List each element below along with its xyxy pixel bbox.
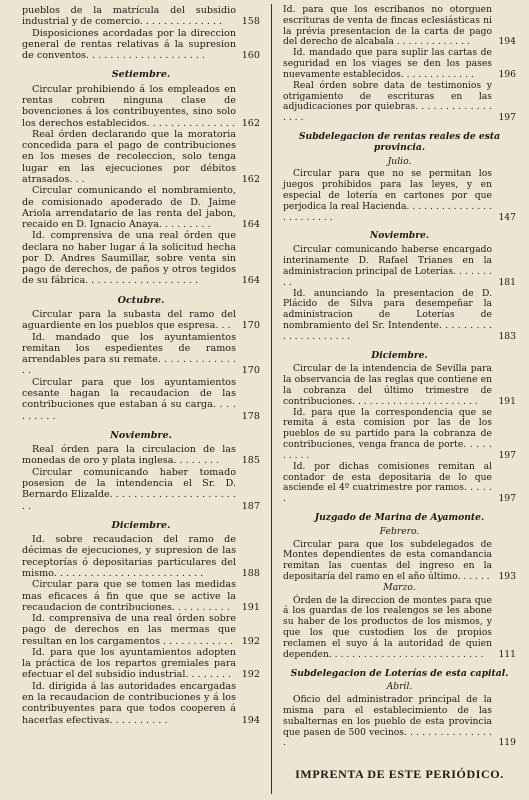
section-heading: Noviembre. — [110, 429, 172, 441]
entry-text: Circular para que los ayuntamientos cesante hagan la recaudacion de las contribuciones que estaban á su carga. . . . . . . . . . — [22, 376, 236, 422]
index-entry — [283, 364, 516, 407]
index-entry — [283, 245, 516, 288]
page-number: 181 — [498, 276, 516, 288]
page-number: 170 — [241, 365, 260, 377]
left-column — [22, 5, 260, 726]
index-entry — [22, 332, 260, 377]
entry-text: Id. comprensiva de una real órden que declara no haber lugar á la solicitud hecha por D. Andres Saumillar, sobre venta sin pago de derechos, de paños y otros tegidos de su fábrica. . . . . . . . . . . . . . . . . . . — [22, 230, 236, 287]
page-number: 193 — [498, 571, 516, 582]
page-number: 197 — [498, 449, 516, 461]
index-entry — [283, 5, 516, 48]
entry-text: Circular para que no se permitan los juegos prohibidos para las leyes, y en especial de lotería en cartones por que perjodica la real Hacienda. . . . . . . . . . . . . . . . . . . . . . . . — [283, 168, 492, 223]
entry-text: Circular comunicando el nombramiento, de comisionado apoderado de D. Jaime Ariola arrendatario de las renta del jabon, recaido en D. Ignacio Anaya. . . . . . . . . — [22, 185, 236, 231]
entry-text: Circular de la intendencia de Sevilla para la observancia de las reglas que contiene en la cobranza del último trimestre de contribuciones. . . . . . . . . . . . . . . . . . . . . . — [283, 363, 492, 407]
index-entry — [22, 185, 260, 230]
page-number: 197 — [498, 493, 516, 505]
page-number: 119 — [498, 737, 516, 749]
index-entry — [22, 579, 260, 613]
page-number: 196 — [498, 68, 516, 80]
entry-text: Id. comprensiva de una real órden sobre pago de derechos en las mermas que resultan en los cargamentos . . . . . . . . . . . . — [22, 613, 236, 647]
entry-text: Id. para que los escribanos no otorguen escrituras de venta de fincas eclesiásticas ni la prévia presentacion de la carta de pago del derecho de alcabala . . . . . . . . . . . . . — [283, 4, 492, 48]
column-divider — [271, 4, 272, 794]
index-entry — [22, 377, 260, 422]
index-entry — [22, 467, 260, 512]
section-heading: Noviembre. — [369, 230, 430, 242]
page-number: 194 — [498, 36, 516, 48]
section-heading: Diciembre. — [371, 349, 428, 361]
page-number: 160 — [241, 50, 260, 62]
entry-text: Disposiciones acordadas por la direccion general de rentas relativas á la supresion de conventos. . . . . . . . . . . . . . . . . . . . — [22, 27, 236, 62]
page-number: 170 — [241, 320, 260, 332]
index-entry — [22, 230, 260, 286]
month-subheading: Abril. — [386, 681, 413, 693]
entry-text: Id. mandado que los ayuntamientos remitan los espedientes de ramos arrendables para su remate. . . . . . . . . . . . . . . — [22, 331, 236, 377]
index-entry — [22, 84, 260, 129]
index-entry — [22, 129, 260, 185]
page-number: 191 — [241, 601, 260, 613]
page-number: 197 — [498, 112, 516, 124]
entry-text: Id. mandado que para suplir las cartas de seguridad en los viages se den los pases nuevamente establecidos. . . . . . . . . . . . . — [283, 47, 492, 80]
page-number: 183 — [498, 330, 516, 342]
entry-text: Real órden sobre data de testimonios y otrigamiento de escrituras en las adjudicaciones por quiebras. . . . . . . . . . . . . . . . . — [283, 79, 492, 124]
printer-imprint: IMPRENTA DE ESTE PERIÓDICO. — [295, 767, 504, 781]
index-entry — [283, 540, 516, 583]
index-entry — [283, 289, 516, 343]
entry-text: Id. para que los ayuntamientos adopten la práctica de los repartos gremiales para efectuar el del subsidio industrial. . . . . . . . — [22, 646, 236, 681]
page-number: 158 — [241, 16, 260, 28]
section-heading: Juzgado de Marina de Ayamonte. — [314, 511, 485, 523]
entry-text: Órden de la direccion de montes para que á los guardas de los realengos se les abone su haber de los productos de los mismos, y que los que custodien los de propios reclamen el suyo á la autoridad de quien dependen. . . . . . . . . . . . . . . . . . . . . . . . . . . — [283, 594, 492, 660]
section-heading: Octubre. — [117, 294, 165, 306]
index-entry — [283, 408, 516, 462]
entry-text: Circular para que se tomen las medidas mas eficaces á fin que que se active la recaudacion de contribuciones. . . . . . . . . . — [22, 579, 236, 613]
page-number: 194 — [241, 714, 260, 726]
page-number: 162 — [241, 173, 260, 185]
page-number: 192 — [241, 669, 260, 681]
right-column — [283, 5, 516, 749]
page-number: 162 — [241, 117, 260, 129]
index-entry — [22, 647, 260, 681]
index-entry — [283, 169, 516, 223]
index-entry — [22, 681, 260, 726]
index-entry — [22, 309, 260, 332]
page-number: 164 — [241, 275, 260, 287]
index-entry — [22, 444, 260, 467]
month-subheading: Marzo. — [383, 581, 416, 593]
entry-text: Circular comunicando haberse encargado interinamente D. Rafael Trianes en la administracion principal de Loterías. . . . . . . . . — [283, 244, 492, 288]
entry-text: Id. por dichas comisiones remitan al contador de esta depositaria de lo que asciende el 4º cuatrimestre por ramos. . . . . . — [283, 460, 492, 505]
entry-text: Real órden declarando que la moratoria concedida para el pago de contribuciones en los meses de recoleccion, solo tenga lugar en las ejecuciones por débitos atrasados. . . — [22, 128, 236, 185]
index-entry — [22, 28, 260, 62]
page-number: 188 — [241, 567, 260, 579]
index-entry — [283, 48, 516, 80]
page-number: 178 — [241, 410, 260, 422]
index-entry — [283, 596, 516, 661]
entry-text: Id. dirigida á las autoridades encargadas en la recaudacion de contribuciones y á los contribuyentes para que todos cooperen á hacerlas efectivas. . . . . . . . . . — [22, 680, 236, 726]
entry-text: Id. sobre recaudacion del ramo de décimas de ejecuciones, y supresion de las receptorías ó depositarias particulares del mismo. . . . . . . . . . . . . . . . . . . . . . . . . — [22, 534, 236, 579]
section-heading: Setiembre. — [111, 69, 171, 81]
entry-text: Circular para la subasta del ramo del aguardiente en los pueblos que espresa. . . — [22, 309, 236, 332]
entry-text: Circular comunicando haber tomado posesion de la intendencia el Sr. D. Bernardo Elizalde. . . . . . . . . . . . . . . . . . . . . . . — [22, 466, 236, 512]
entry-text: Circular prohibiendo á los empleados en rentas cobren ninguna clase de bovenciones á los contribuyentes, sino solo los derechos establecidos. . . . . . . . . . . . . . . — [22, 83, 236, 129]
page-number: 187 — [241, 500, 260, 512]
page-number: 191 — [498, 395, 516, 407]
section-heading: Subdelegacion de rentas reales de esta provincia. — [298, 130, 501, 153]
page-number: 147 — [498, 211, 516, 223]
section-heading: Subdelegacion de Loterías de esta capital. — [290, 667, 509, 679]
month-subheading: Febrero. — [379, 525, 420, 537]
index-entry — [283, 462, 516, 505]
index-entry — [22, 5, 260, 28]
entry-text: Oficio del administrador principal de la misma para el establecimiento de las subalternas en los pueblo de esta provincia que pasen de 500 vecinos. . . . . . . . . . . . . . . . — [283, 694, 492, 749]
entry-text: Id. anunciando la presentacion de D. Plácido de Silva para desempeñar la administracion de Loterías de nombramiento del Sr. Intendente. . . . . . . . . . . . . . . . . . . . . — [283, 287, 492, 342]
page-number: 164 — [241, 219, 260, 231]
page-number: 192 — [241, 635, 260, 647]
index-entry — [22, 613, 260, 647]
entry-text: Real órden para la circulacion de las monedas de oro y plata inglesa. . . . . . . . — [22, 444, 236, 467]
page-number: 185 — [241, 455, 260, 467]
index-entry — [22, 534, 260, 579]
index-entry — [283, 81, 516, 124]
entry-text: Circular para que los subdelegados de Montes dependientes de esta comandancia remitan las cuentas del ingreso en la depositaría del ramo en el año último. . . . . . — [283, 538, 492, 582]
month-subheading: Julio. — [387, 155, 412, 167]
index-entry — [283, 695, 516, 749]
page-number: 111 — [498, 648, 516, 660]
section-heading: Diciembre. — [111, 519, 171, 531]
entry-text: pueblos de la matrícula del subsidio industrial y de comercio. . . . . . . . . . . . . . — [22, 5, 236, 28]
entry-text: Id. para que la correspondencia que se remita á esta comision por las de los pueblos de su partido para la cobranza de contribuciones, venga franca de porte. . . . . . . . . . — [283, 406, 492, 461]
